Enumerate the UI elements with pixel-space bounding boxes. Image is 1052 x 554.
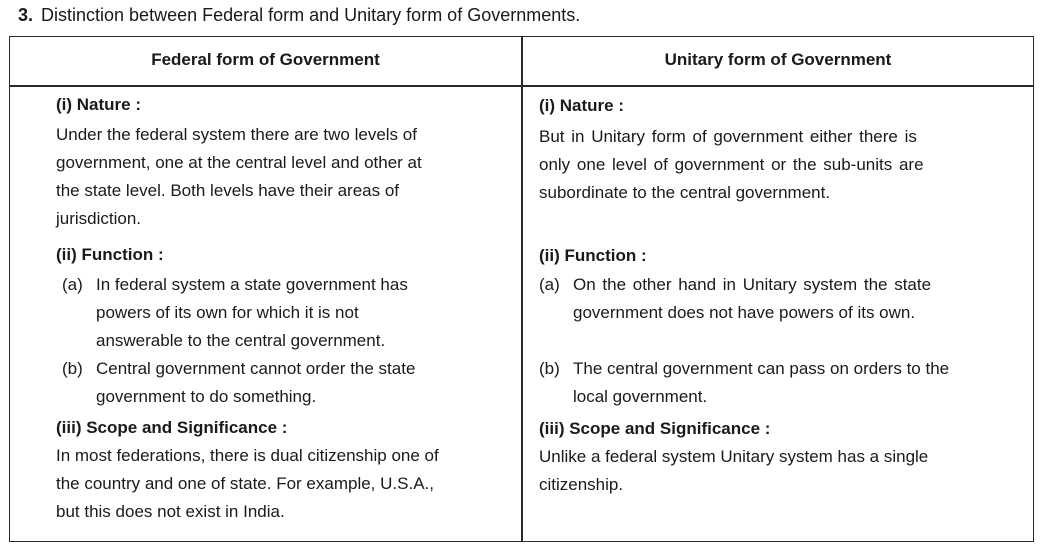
unitary-function-b-line: local government. — [573, 387, 708, 406]
page-heading — [18, 4, 580, 26]
unitary-scope-label: (iii) Scope and Significance : — [539, 419, 771, 438]
federal-nature-label: (i) Nature : — [56, 95, 141, 114]
federal-nature-line: jurisdiction. — [56, 209, 142, 228]
federal-scope-line: but this does not exist in India. — [56, 502, 285, 521]
heading-number: 3. — [18, 5, 34, 25]
federal-nature-line: Under the federal system there are two levels of — [56, 125, 417, 144]
unitary-scope-line: Unlike a federal system Unitary system has a single — [539, 447, 929, 466]
column-divider — [521, 37, 523, 541]
unitary-function-b — [539, 355, 1029, 411]
federal-function-a-line: In federal system a state government has — [96, 275, 408, 294]
unitary-nature-line: But in Unitary form of government either there is — [539, 127, 917, 146]
federal-function-b-line: government to do something. — [96, 387, 317, 406]
federal-function-a-line: powers of its own for which it is not — [96, 303, 359, 322]
unitary-nature-line: subordinate to the central government. — [539, 183, 831, 202]
unitary-function-a-line: On the other hand in Unitary system the state — [573, 275, 932, 294]
federal-nature-line: government, one at the central level and other at — [56, 153, 422, 172]
federal-function-a-line: answerable to the central government. — [96, 331, 386, 350]
federal-function-a — [62, 271, 502, 355]
unitary-nature-line: only one level of government or the sub-units are — [539, 155, 924, 174]
unitary-function-b-line: The central government can pass on orders to the — [573, 359, 950, 378]
unitary-function-label: (ii) Function : — [539, 246, 647, 265]
unitary-nature-label: (i) Nature : — [539, 96, 624, 115]
header-federal: Federal form of Government — [151, 50, 380, 69]
list-marker: (b) — [62, 359, 83, 378]
unitary-function-a — [539, 271, 1029, 327]
federal-nature-line: the state level. Both levels have their areas of — [56, 181, 400, 200]
unitary-function-a-line: government does not have powers of its own. — [573, 303, 916, 322]
list-marker: (a) — [539, 275, 560, 294]
list-marker: (a) — [62, 275, 83, 294]
federal-function-label: (ii) Function : — [56, 245, 164, 264]
heading-title: Distinction between Federal form and Unitary form of Governments. — [41, 5, 581, 25]
comparison-table — [9, 36, 1034, 542]
federal-scope-label: (iii) Scope and Significance : — [56, 418, 288, 437]
list-marker: (b) — [539, 359, 560, 378]
unitary-scope-line: citizenship. — [539, 475, 624, 494]
federal-scope-line: the country and one of state. For example, U.S.A., — [56, 474, 434, 493]
federal-function-b-line: Central government cannot order the state — [96, 359, 416, 378]
federal-scope-line: In most federations, there is dual citizenship one of — [56, 446, 439, 465]
header-divider — [10, 85, 1033, 87]
federal-function-b — [62, 355, 502, 411]
header-unitary: Unitary form of Government — [664, 50, 892, 69]
